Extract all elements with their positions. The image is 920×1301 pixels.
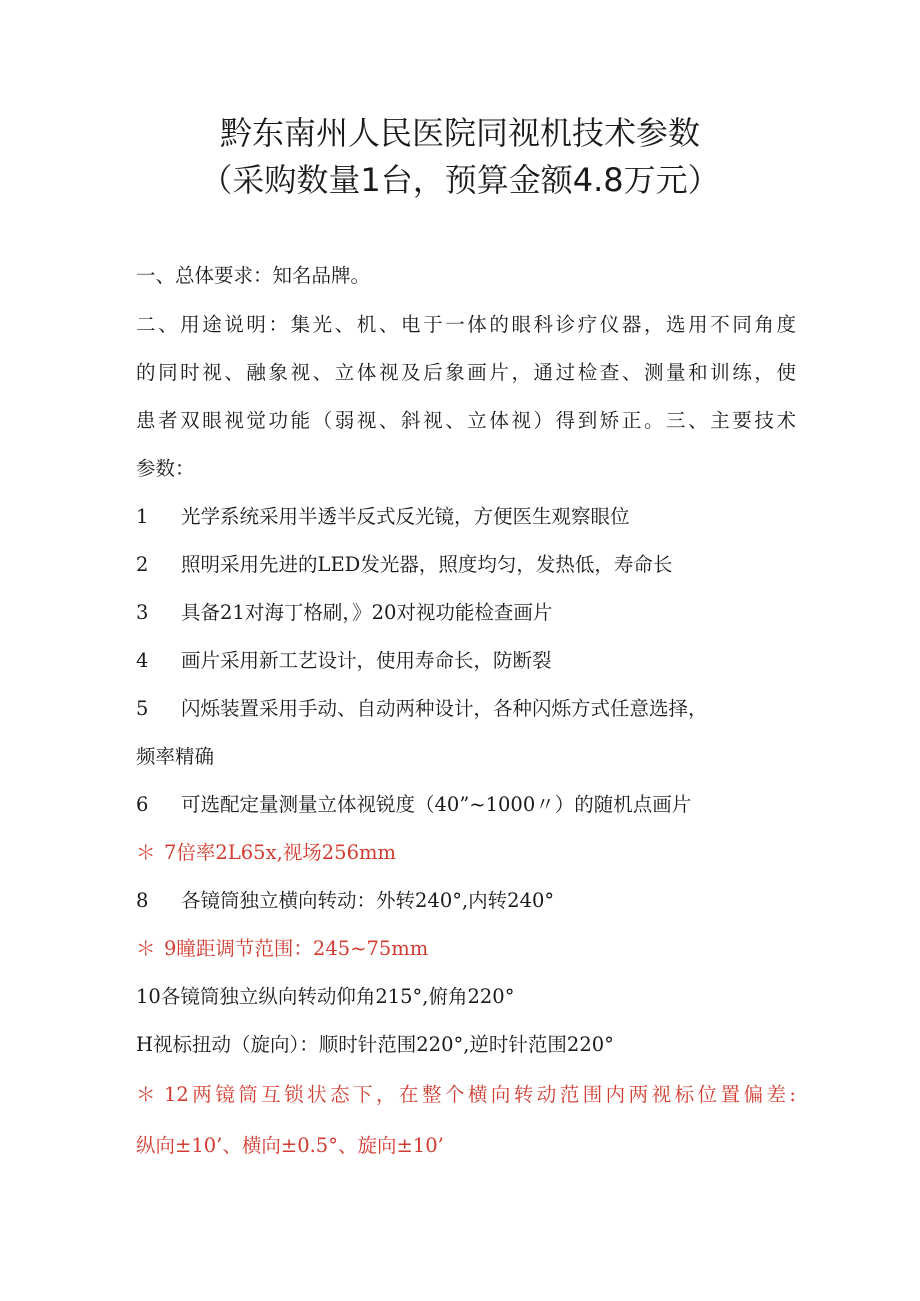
param-item-2: [136, 551, 796, 579]
param-item-6: [136, 791, 796, 819]
param-text: 9瞳距调节范围：245~75mm: [164, 937, 429, 960]
param-item-3: [136, 599, 796, 627]
param-number: 2: [136, 553, 149, 576]
param-text: 照明采用先进的LED发光器，照度均匀，发热低，寿命长: [181, 553, 673, 576]
purpose-line-4: 参数：: [136, 457, 195, 480]
param-item-4: [136, 647, 796, 675]
param-item-12-continued: 纵向±10’、横向±0.5°、旋向±10’: [136, 1134, 444, 1157]
param-item-5-continued: 频率精确: [136, 745, 215, 768]
param-item-8: [136, 887, 796, 915]
param-text: 可选配定量测量立体视锐度（40”~1000〃）的随机点画片: [181, 793, 692, 816]
param-text: 闪烁装置采用手动、自动两种设计，各种闪烁方式任意选择，: [181, 697, 708, 720]
purpose-line-3: 患者双眼视觉功能（弱视、斜视、立体视）得到矫正。三、主要技术: [136, 409, 796, 432]
param-number: 4: [136, 649, 149, 672]
purpose-line-1: 二、用途说明：集光、机、电于一体的眼科诊疗仪器，选用不同角度: [136, 313, 796, 336]
param-number: 5: [136, 697, 149, 720]
param-item-11: H视标扭动（旋向）：顺时针范围220°,逆时针范围220°: [136, 1033, 614, 1056]
param-item-5: [136, 695, 796, 723]
page-subtitle: （采购数量1台，预算金额4.8万元）: [200, 161, 720, 199]
required-star-icon: ＊: [136, 841, 156, 864]
page-title: 黔东南州人民医院同视机技术参数: [219, 114, 700, 152]
param-number: 1: [136, 505, 149, 528]
purpose-line-2: 的同时视、融象视、立体视及后象画片，通过检查、测量和训练，使: [136, 361, 796, 384]
param-item-10: 10各镜筒独立纵向转动仰角215°,俯角220°: [136, 985, 515, 1008]
param-text: 7倍率2L65x,视场256mm: [164, 841, 396, 864]
param-text: 各镜筒独立横向转动：外转240°,内转240°: [181, 889, 555, 912]
param-item-12-required: [136, 1081, 796, 1109]
param-text: 画片采用新工艺设计，使用寿命长，防断裂: [181, 649, 552, 672]
param-text: 光学系统采用半透半反式反光镜，方便医生观察眼位: [181, 505, 630, 528]
param-text: 12两镜筒互锁状态下，在整个横向转动范围内两视标位置偏差:: [164, 1083, 796, 1106]
required-star-icon: ＊: [136, 937, 156, 960]
required-star-icon: ＊: [136, 1083, 156, 1106]
param-item-1: [136, 503, 796, 531]
general-requirement: 一、总体要求：知名品牌。: [136, 264, 371, 287]
param-number: 6: [136, 793, 149, 816]
param-item-7-required: [136, 839, 796, 867]
param-text: 具备21对海丁格刷，》20对视功能检查画片: [181, 601, 553, 624]
param-item-9-required: [136, 935, 796, 963]
param-number: 3: [136, 601, 149, 624]
param-number: 8: [136, 889, 149, 912]
